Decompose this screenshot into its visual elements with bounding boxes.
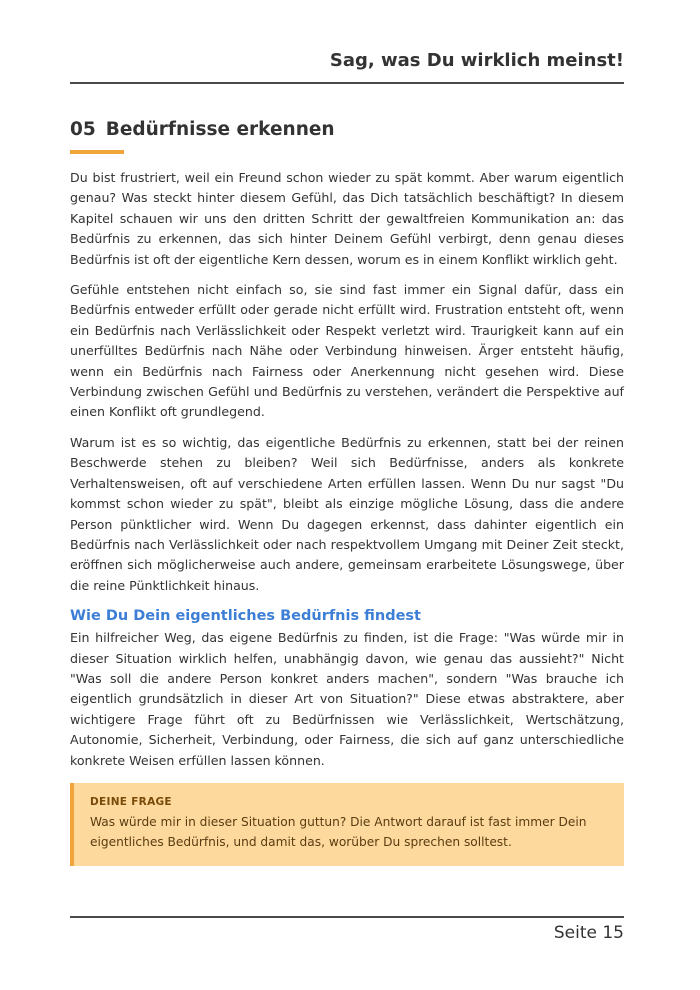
page-number: Seite 15 xyxy=(553,923,624,943)
chapter-number: 05 xyxy=(70,119,96,140)
callout-text: Was würde mir in dieser Situation guttun? Die Antwort darauf ist fast immer Dein eigentliches Bedürfnis, und damit das, worüber Du sprechen solltest. xyxy=(90,815,587,849)
question-callout-box xyxy=(70,783,624,866)
section-paragraph: Ein hilfreicher Weg, das eigene Bedürfnis zu finden, ist die Frage: "Was würde mir in dieser Situation wirklich helfen, unabhängig davon, wie genau das aussieht?" Nicht "Was soll die andere Person konkret anders machen", sondern "Was brauche ich eigentlich grundsätzlich in dieser Art von Situation?" Diese etwas abstraktere, aber wichtigere Frage führt oft zu Bedürfnissen wie Verlässlichkeit, Wertschätzung, Autonomie, Sicherheit, Verbindung, oder Fairness, die sich auf ganz unterschiedliche konkrete Weisen erfüllen lassen können. xyxy=(70,630,624,768)
body-paragraph-2: Gefühle entstehen nicht einfach so, sie sind fast immer ein Signal dafür, dass ein Bedürfnis entweder erfüllt oder gerade nicht erfüllt wird. Frustration entsteht oft, wenn ein Bedürfnis nach Verlässlichkeit oder Respekt verletzt wird. Traurigkeit kann auf ein unerfülltes Bedürfnis nach Nähe oder Verbindung hinweisen. Ärger entsteht häufig, wenn ein Bedürfnis nach Fairness oder Anerkennung nicht gesehen wird. Diese Verbindung zwischen Gefühl und Bedürfnis zu verstehen, verändert die Perspektive auf einen Konflikt oft grundlegend. xyxy=(70,282,624,420)
running-header-title: Sag, was Du wirklich meinst! xyxy=(329,50,624,71)
chapter-heading xyxy=(70,119,335,140)
chapter-body xyxy=(70,168,624,781)
chapter-title: Bedürfnisse erkennen xyxy=(105,119,335,140)
body-paragraph-1: Du bist frustriert, weil ein Freund schon wieder zu spät kommt. Aber warum eigentlich genau? Was steckt hinter diesem Gefühl, das Dich tatsächlich beschäftigt? In diesem Kapitel schauen wir uns den dritten Schritt der gewaltfreien Kommunikation an: das Bedürfnis zu erkennen, das sich hinter Deinem Gefühl verbirgt, denn genau dieses Bedürfnis ist oft der eigentliche Kern dessen, worum es in einem Konflikt wirklich geht. xyxy=(70,170,624,267)
section-subheading: Wie Du Dein eigentliches Bedürfnis findest xyxy=(70,608,421,625)
body-paragraph-3: Warum ist es so wichtig, das eigentliche Bedürfnis zu erkennen, statt bei der reinen Beschwerde stehen zu bleiben? Weil sich Bedürfnisse, anders als konkrete Verhaltensweisen, oft auf verschiedene Arten erfüllen lassen. Wenn Du nur sagst "Du kommst schon wieder zu spät", bleibt als einzige mögliche Lösung, dass die andere Person pünktlicher wird. Wenn Du dagegen erkennst, dass dahinter eigentlich ein Bedürfnis nach Verlässlichkeit oder nach respektvollem Umgang mit Deiner Zeit steckt, eröffnen sich möglicherweise auch andere, gemeinsam erarbeitete Lösungswege, über die reine Pünktlichkeit hinaus. xyxy=(70,434,624,593)
chapter-accent-bar xyxy=(70,150,124,154)
footer-divider xyxy=(70,916,624,918)
header-divider xyxy=(70,82,624,84)
callout-label: DEINE FRAGE xyxy=(90,796,172,808)
